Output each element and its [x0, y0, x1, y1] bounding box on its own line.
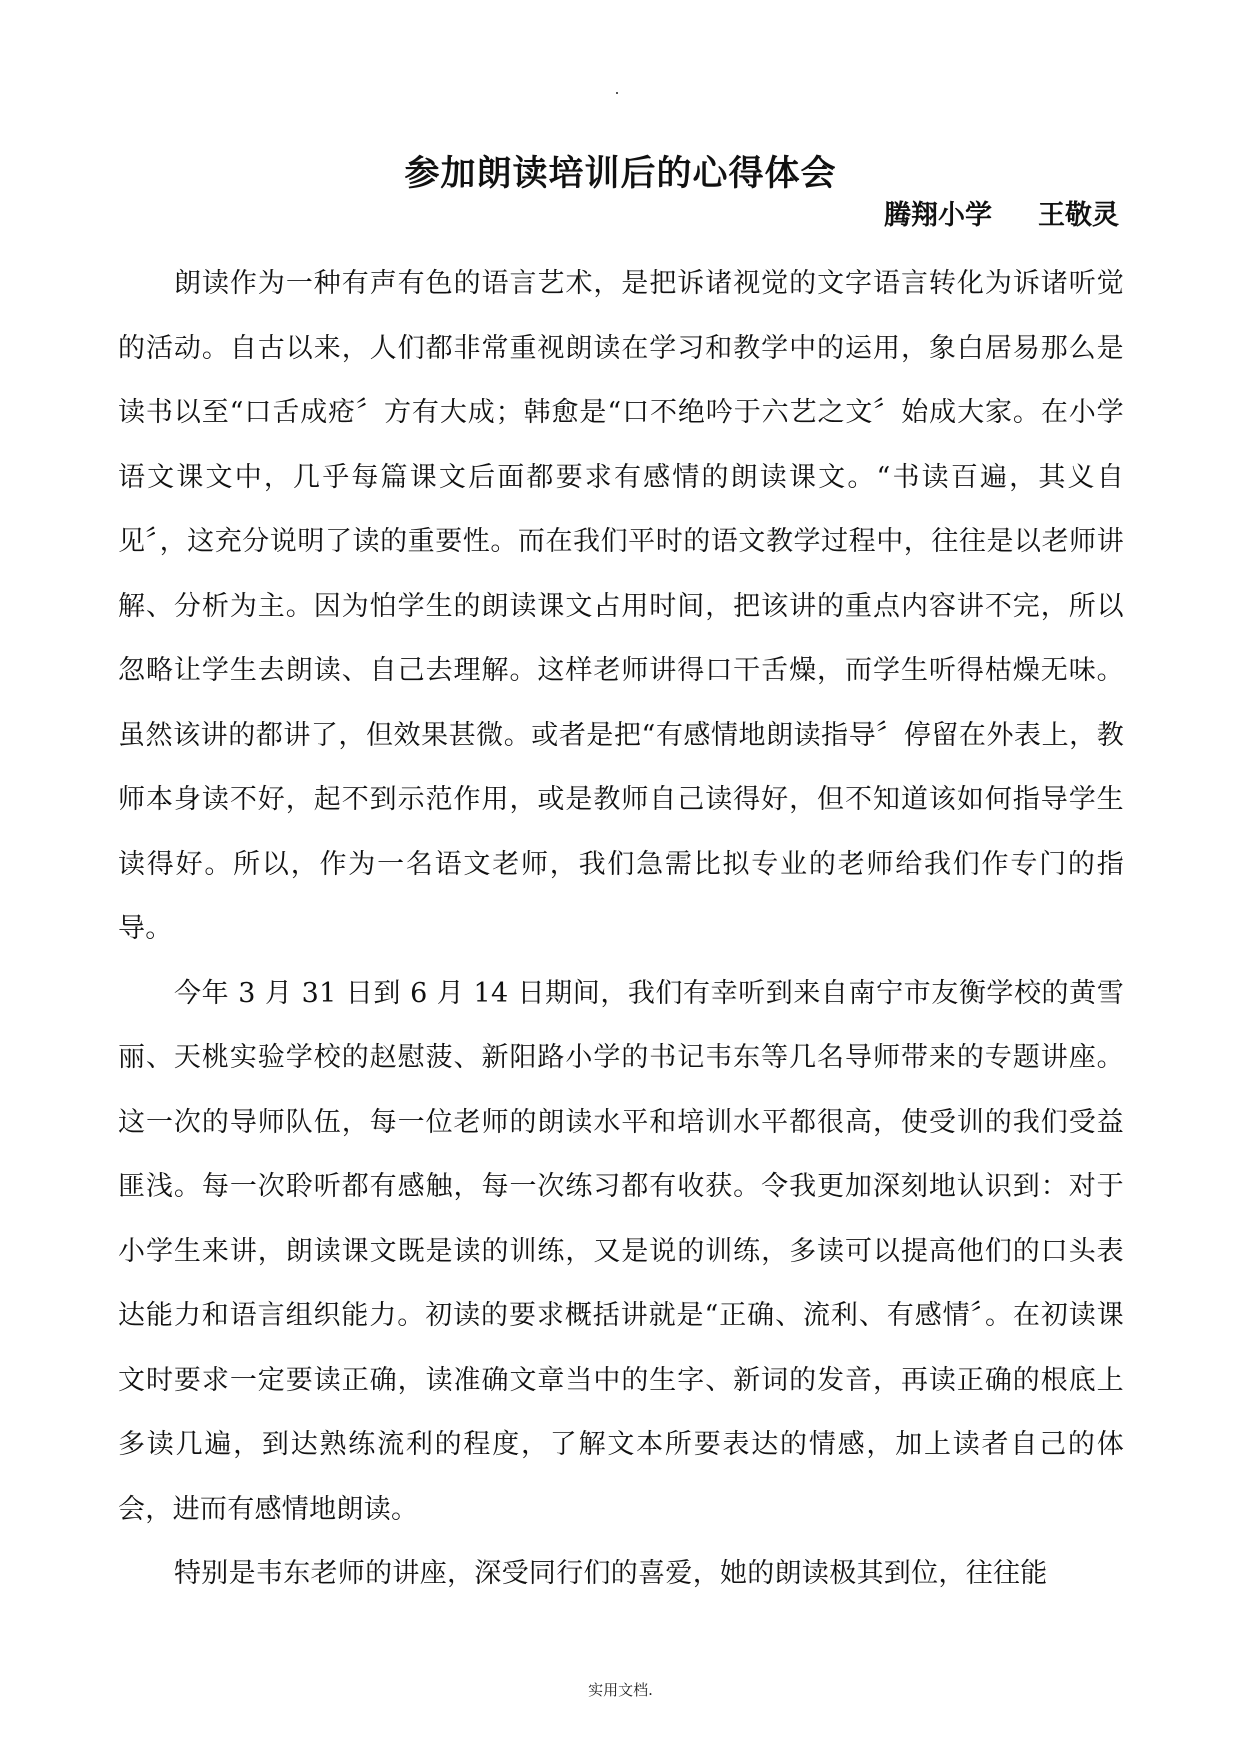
page-footer: 实用文档. — [588, 1681, 653, 1699]
byline-author: 王敬灵 — [1038, 200, 1119, 231]
paragraph: 今年 3 月 31 日到 6 月 14 日期间，我们有幸听到来自南宁市友衡学校的黄雪丽、天桃实验学校的赵慰菠、新阳路小学的书记韦东等几名导师带来的专题讲座。这一次的导师队伍，每一位老师的朗读水平和培训水平都很高，使受训的我们受益匪浅。每一次聆听都有感触，每一次练习都有收获。令我更加深刻地认识到：对于小学生来讲，朗读课文既是读的训练，又是说的训练，多读可以提高他们的口头表达能力和语言组织能力。初读的要求概括讲就是“正确、流利、有感情〞。在初读课文时要求一定要读正确，读准确文章当中的生字、新词的发音，再读正确的根底上多读几遍，到达熟练流利的程度，了解文本所要表达的情感，加上读者自己的体会，进而有感情地朗读。 — [118, 977, 1124, 1525]
paragraph: 朗读作为一种有声有色的语言艺术，是把诉诸视觉的文字语言转化为诉诸听觉的活动。自古以来，人们都非常重视朗读在学习和教学中的运用，象白居易那么是读书以至“口舌成疮〞方有大成；韩愈是“口不绝吟于六艺之文〞始成大家。在小学语文课文中，几乎每篇课文后面都要求有感情的朗读课文。“书读百遍，其义自见〞，这充分说明了读的重要性。而在我们平时的语文教学过程中，往往是以老师讲解、分析为主。因为怕学生的朗读课文占用时间，把该讲的重点内容讲不完，所以忽略让学生去朗读、自己去理解。这样老师讲得口干舌燥，而学生听得枯燥无味。虽然该讲的都讲了，但效果甚微。或者是把“有感情地朗读指导〞停留在外表上，教师本身读不好，起不到示范作用，或是教师自己读得好，但不知道该如何指导学生读得好。所以，作为一名语文老师，我们急需比拟专业的老师给我们作专门的指导。 — [118, 268, 1124, 944]
byline — [884, 196, 1119, 236]
document-title: 参加朗读培训后的心得体会 — [404, 154, 837, 195]
paragraph: 特别是韦东老师的讲座，深受同行们的喜爱，她的朗读极其到位，往往能 — [174, 1558, 1048, 1589]
page-mark-dot — [616, 92, 618, 94]
byline-school: 腾翔小学 — [884, 200, 992, 231]
document-body — [118, 252, 1124, 1607]
